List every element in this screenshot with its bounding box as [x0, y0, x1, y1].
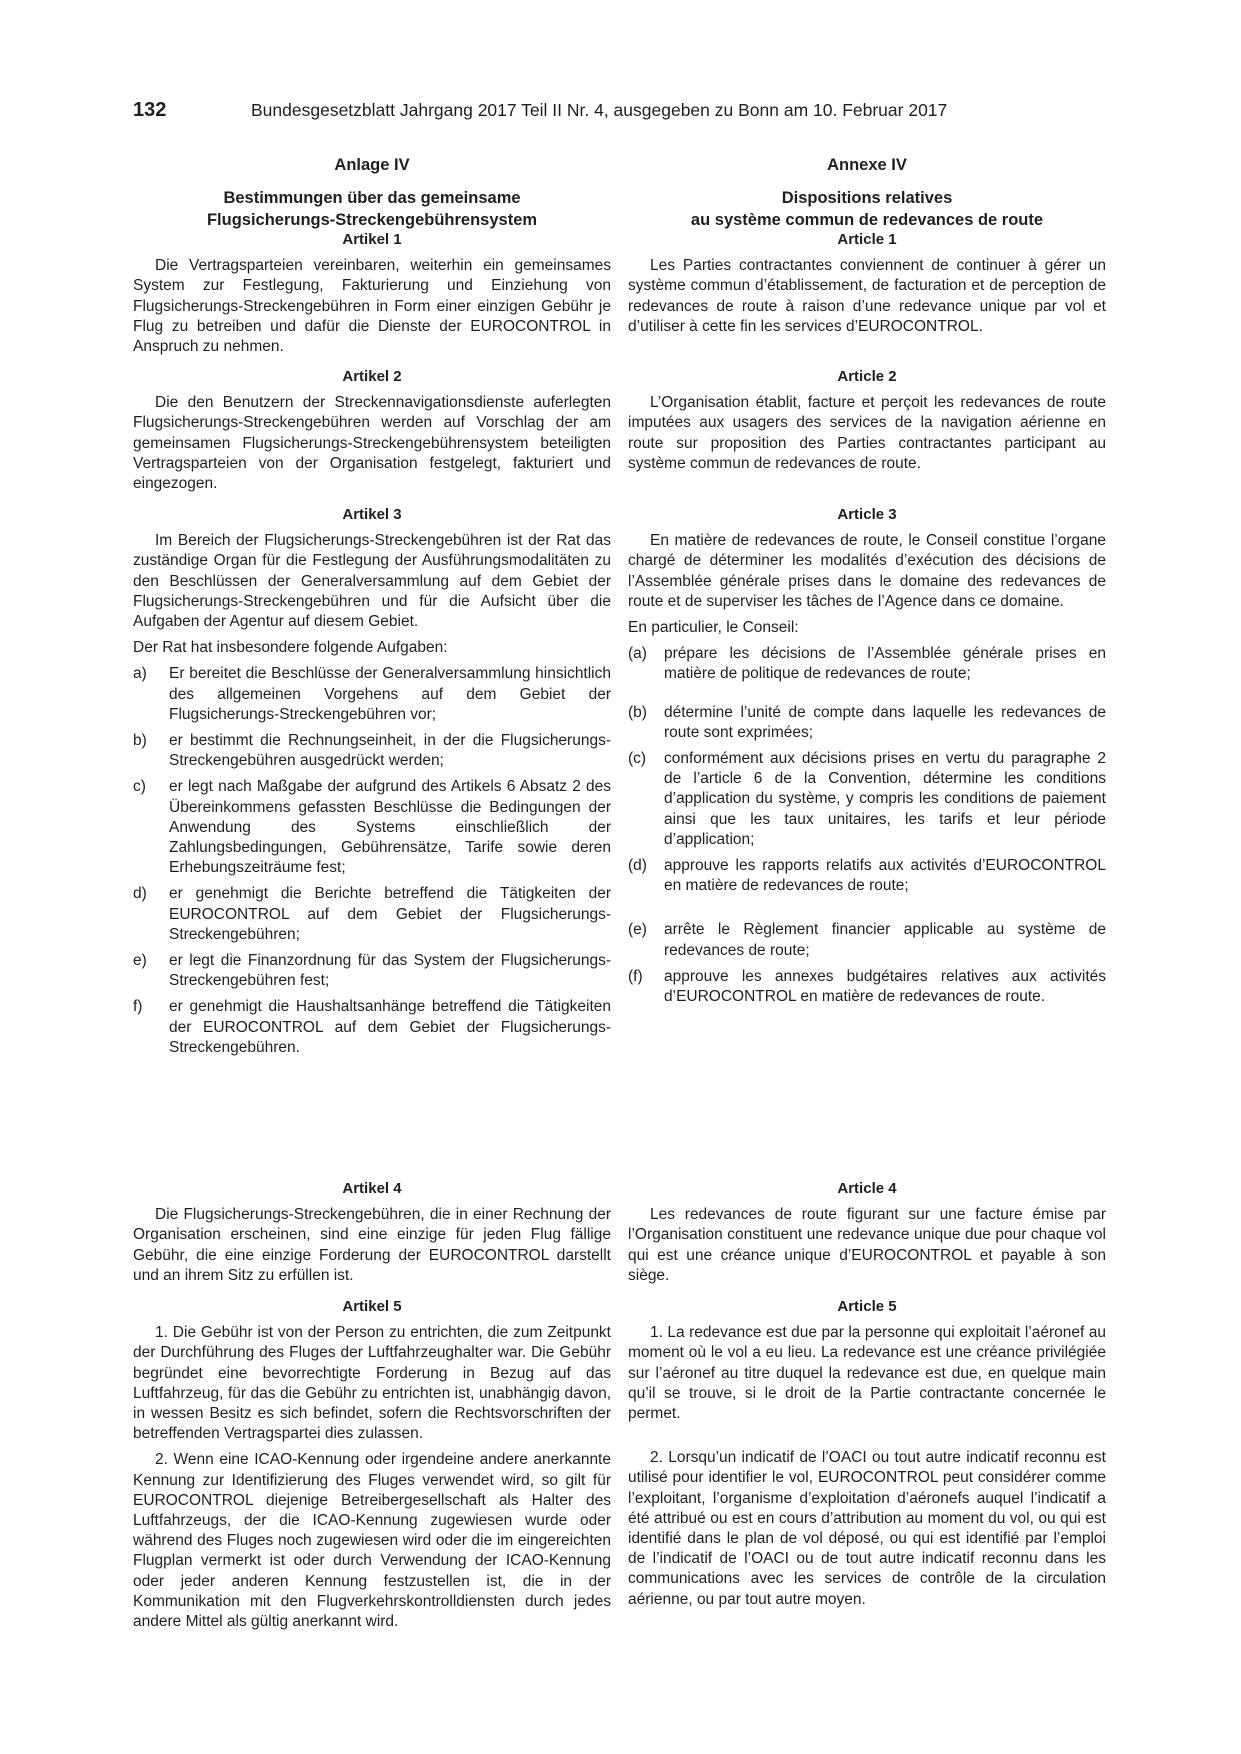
page-number: 132	[133, 99, 167, 121]
list-item	[133, 997, 611, 1058]
list-marker: e)	[133, 952, 147, 970]
list-marker: (c)	[628, 750, 647, 768]
fr-annex-title-line2: au système commun de redevances de route	[690, 211, 1044, 230]
fr-article-5	[628, 1297, 1106, 1616]
list-marker: (d)	[628, 857, 647, 875]
de-article-3-intro: Der Rat hat insbesondere folgende Aufgaben:	[133, 639, 448, 657]
list-item-text: er genehmigt die Haushaltsanhänge betreffend die Tätigkeiten der EUROCONTROL auf dem Gebiet der Flugsicherungs-Streckengebühren.	[169, 998, 611, 1056]
list-item-text: approuve les annexes budgétaires relatives aux activités d’EUROCONTROL en matière de redevances de route.	[664, 967, 1106, 1006]
list-item-text: arrête le Règlement financier applicable au système de redevances de route;	[664, 921, 1106, 959]
fr-article-4-text: Les redevances de route figurant sur une facture émise par l’Organisation constituent une redevance unique due pour chaque vol qui est une créance unique d’EUROCONTROL et payable à son siège.	[628, 1206, 1106, 1284]
de-annex-title-line1: Bestimmungen über das gemeinsame	[223, 189, 521, 208]
de-article-1-heading: Artikel 1	[342, 231, 402, 248]
fr-article-4	[628, 1179, 1106, 1292]
de-article-1-text: Die Vertragsparteien vereinbaren, weiterhin ein gemeinsames System zur Festlegung, Fakturierung und Einziehung von Flugsicherungs-Streckengebühren in Form einer einzigen Gebühr je Flug zu betreiben und dafür die Dienste der EUROCONTROL in Anspruch zu nehmen.	[133, 257, 611, 356]
de-article-2	[133, 367, 611, 500]
de-article-4-heading: Artikel 4	[342, 1180, 402, 1197]
fr-article-3-intro: En particulier, le Conseil:	[628, 619, 799, 637]
list-item	[628, 644, 1106, 684]
running-head: Bundesgesetzblatt Jahrgang 2017 Teil II Nr. 4, ausgegeben zu Bonn am 10. Februar 2017	[251, 100, 948, 120]
list-item	[133, 951, 611, 991]
fr-article-4-heading: Article 4	[837, 1180, 897, 1197]
fr-article-1	[628, 230, 1106, 343]
list-item	[628, 703, 1106, 743]
de-article-5-heading: Artikel 5	[342, 1298, 402, 1315]
list-item	[133, 731, 611, 771]
de-article-2-heading: Artikel 2	[342, 368, 402, 385]
fr-annex-heading	[628, 155, 1106, 231]
list-item	[133, 777, 611, 878]
de-annex-label: Anlage IV	[334, 156, 410, 174]
de-article-4-text: Die Flugsicherungs-Streckengebühren, die in einer Rechnung der Organisation erscheinen, sind eine einzige für jeden Flug fällige Gebühr, die eine einzige Forderung der EUROCONTROL darstellt und an ihrem Sitz zu erfüllen ist.	[133, 1206, 611, 1284]
de-article-1	[133, 230, 611, 363]
fr-article-1-text: Les Parties contractantes conviennent de continuer à gérer un système commun d’établissement, de facturation et de perception de redevances de route à raison d’une redevance unique par vol et d’utiliser à cette fin les services d’EUROCONTROL.	[628, 257, 1106, 335]
fr-article-5-heading: Article 5	[837, 1298, 897, 1315]
list-marker: (b)	[628, 703, 647, 721]
list-marker: a)	[133, 665, 147, 683]
fr-article-2	[628, 367, 1106, 480]
list-item-text: er legt die Finanzordnung für das System der Flugsicherungs-Streckengebühren fest;	[169, 952, 611, 990]
list-item-text: détermine l’unité de compte dans laquelle les redevances de route sont exprimées;	[664, 703, 1106, 741]
de-annex-title-line2: Flugsicherungs-Streckengebührensystem	[206, 211, 538, 230]
list-item-text: Er bereitet die Beschlüsse der Generalversammlung hinsichtlich des allgemeinen Vorgehens auf dem Gebiet der Flugsicherungs-Streckengebühren vor;	[169, 665, 611, 723]
de-article-3-text: Im Bereich der Flugsicherungs-Streckengebühren ist der Rat das zuständige Organ für die Festlegung der Ausführungsmodalitäten zu den Beschlüssen der Generalversammlung auf dem Gebiet der Flugsicherungs-Streckengebühren und für die Aufsicht über die Aufgaben der Agentur auf diesem Gebiet.	[133, 532, 611, 631]
fr-article-5-para-1: 1. La redevance est due par la personne qui exploitait l’aéronef au moment où le vol a eu lieu. La redevance est une créance privilégiée sur l’aéronef au titre duquel la redevance est due, en quelque main qu’il se trouve, si le droit de la Partie contractante concernée le permet.	[628, 1324, 1106, 1423]
fr-annex-title-line1: Dispositions relatives	[781, 189, 953, 208]
list-marker: (e)	[628, 921, 647, 939]
list-item-text: approuve les rapports relatifs aux activités d’EUROCONTROL en matière de redevances de route;	[664, 857, 1106, 895]
list-marker: c)	[133, 778, 146, 796]
list-marker: f)	[133, 998, 143, 1016]
de-article-3-heading: Artikel 3	[342, 506, 402, 523]
list-item-text: prépare les décisions de l’Assemblée générale prises en matière de politique de redevances de route;	[664, 645, 1106, 683]
de-article-5-para-1: 1. Die Gebühr ist von der Person zu entrichten, die zum Zeitpunkt der Durchführung des Fluges der Luftfahrzeughalter war. Die Gebühr begründet eine bevorrechtigte Forderung in Bezug auf das Luftfahrzeug, für das die Gebühr zu entrichten ist, unabhängig davon, in wessen Besitz es sich befindet, sofern die Rechtsvorschriften der betreffenden Vertragspartei dies zulassen.	[133, 1324, 611, 1443]
list-item	[628, 749, 1106, 850]
de-annex-heading	[133, 155, 611, 231]
list-item-text: er bestimmt die Rechnungseinheit, in der die Flugsicherungs-Streckengebühren ausgedrückt werden;	[169, 732, 611, 770]
de-article-5-para-2: 2. Wenn eine ICAO-Kennung oder irgendeine andere anerkannte Kennung zur Identifizierung des Fluges verwendet wird, so gilt für EUROCONTROL diejenige Betreibergesellschaft als Halter des Luftfahrzeugs, der die ICAO-Kennung zugewiesen wurde oder während des Fluges noch zugewiesen wird oder die im eingereichten Flugplan vermerkt ist oder durch Verwendung der ICAO-Kennung oder jeder anderen Kennung festzustellen ist, die in der Kommunikation mit den Flugverkehrskontrolldiensten durch jedes andere Mittel als gültig anerkannt wird.	[133, 1451, 611, 1631]
de-article-5	[133, 1297, 611, 1638]
list-item	[628, 920, 1106, 960]
fr-annex-label: Annexe IV	[827, 156, 907, 174]
page-header	[133, 99, 1013, 129]
fr-article-1-heading: Article 1	[837, 231, 897, 248]
list-marker: (f)	[628, 967, 643, 985]
list-item-text: er genehmigt die Berichte betreffend die Tätigkeiten der EUROCONTROL auf dem Gebiet der Flugsicherungs-Streckengebühren;	[169, 885, 611, 943]
list-item	[628, 967, 1106, 1007]
list-item	[628, 856, 1106, 896]
list-marker: b)	[133, 732, 147, 750]
fr-article-3-heading: Article 3	[837, 506, 897, 523]
de-article-2-text: Die den Benutzern der Streckennavigationsdienste auferlegten Flugsicherungs-Streckengebühren werden auf Vorschlag der am gemeinsamen Flugsicherungs-Streckengebührensystem beteiligten Vertragsparteien von der Organisation festgelegt, fakturiert und eingezogen.	[133, 394, 611, 493]
list-item-text: er legt nach Maßgabe der aufgrund des Artikels 6 Absatz 2 des Übereinkommens gefassten Beschlüsse die Bedingungen der Anwendung des Systems einschließlich der Zahlungsbedingungen, Gebührensätze, Tarife sowie deren Erhebungszeiträume fest;	[169, 778, 611, 877]
fr-article-2-heading: Article 2	[837, 368, 897, 385]
list-item	[133, 884, 611, 945]
fr-article-3	[628, 505, 1106, 1013]
de-article-3	[133, 505, 611, 1064]
fr-article-3-text: En matière de redevances de route, le Conseil constitue l’organe chargé de déterminer les modalités d’exécution des décisions de l’Assemblée générale prises dans le domaine des redevances de route et de superviser les tâches de l’Agence dans ce domaine.	[628, 532, 1106, 610]
fr-article-2-text: L’Organisation établit, facture et perçoit les redevances de route imputées aux usagers des services de la navigation aérienne en route sur proposition des Parties contractantes participant au système commun de redevances de route.	[628, 394, 1106, 472]
list-marker: (a)	[628, 645, 647, 663]
fr-article-5-para-2: 2. Lorsqu’un indicatif de l’OACI ou tout autre indicatif reconnu est utilisé pour identifier le vol, EUROCONTROL peut considérer comme l’exploitant, l’organisme d’exploitation d’aéronefs auquel l’indicatif a été attribué ou est en cours d’attribution au moment du vol, ou qui est identifié dans le plan de vol déposé, ou qui est identifié par l’emploi de l’indicatif de l’OACI ou de tout autre indicatif reconnu dans les communications avec les services de contrôle de la circulation aérienne, ou par tout autre moyen.	[628, 1449, 1106, 1608]
de-article-4	[133, 1179, 611, 1292]
list-item	[133, 664, 611, 725]
list-item-text: conformément aux décisions prises en vertu du paragraphe 2 de l’article 6 de la Convention, détermine les conditions d’application du système, y compris les conditions de paiement ainsi que les taux unitaires, les tarifs et leur période d’application;	[664, 750, 1106, 848]
list-marker: d)	[133, 885, 147, 903]
